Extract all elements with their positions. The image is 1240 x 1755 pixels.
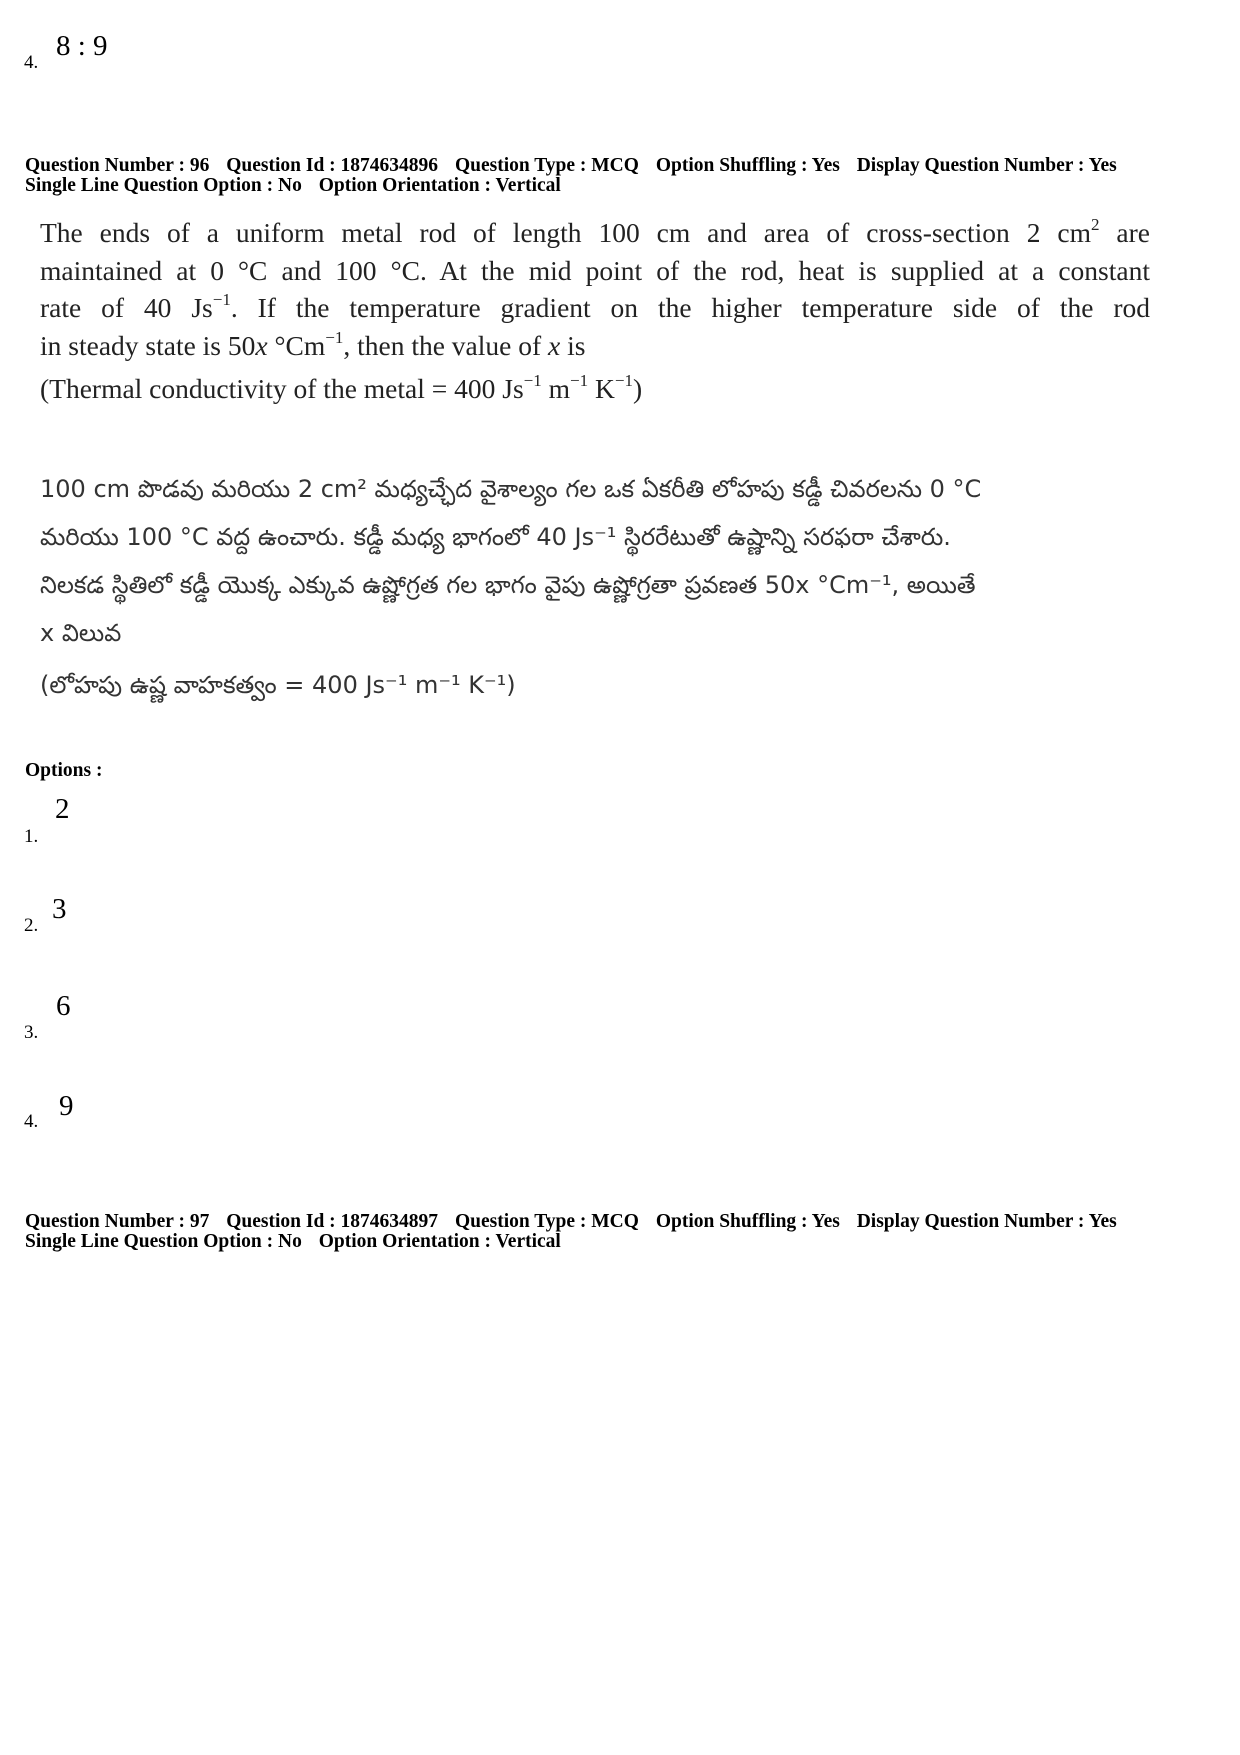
q96-en-line5: (Thermal conductivity of the metal = 400 $Js^{-1}$ $m^{-1}$ $K^{-1}$) [40,371,643,404]
q97-single-line-option: Single Line Question Option : No [25,1231,302,1252]
q96-option-1-value[interactable]: 2 [55,793,70,825]
q96-en-line1: The ends of a uniform metal rod of length 100 cm and area of cross-section 2 $cm^2$ are [40,215,1150,248]
q97-option-shuffling: Option Shuffling : Yes [655,1211,840,1232]
q96-options-label: Options : [25,760,103,781]
q97-meta-line2 [25,1232,1225,1252]
q96-option-4-number: 4. [24,1111,39,1132]
q96-display-question-number: Display Question Number : Yes [856,155,1117,176]
q96-te-line3: నిలకడ స్థితిలో కడ్డీ యొక్క ఎక్కువ ఉష్ణోగ్రత గల భాగం వైపు ఉష్ణోగ్రతా ప్రవణత 50x °Cm⁻¹, అయితే [40,571,976,599]
q97-option-orientation: Option Orientation : Vertical [318,1231,561,1252]
q97-meta-line1 [25,1212,1225,1232]
q96-question-telugu [40,465,1150,709]
q96-meta-line2 [25,176,1225,196]
q97-question-id: Question Id : 1874634897 [226,1211,439,1232]
q96-option-4-value[interactable]: 9 [59,1090,74,1122]
q96-en-line2: maintained at 0 °C and 100 °C. At the mid point of the rod, heat is supplied at a constant [40,254,1150,286]
q96-en-line4: in steady state is 50x $^\circ Cm^{-1}$, then the value of x is [40,327,586,361]
q96-en-line3: rate of 40 $Js^{-1}$. If the temperature gradient on the higher temperature side of the rod [40,290,1150,323]
q96-option-shuffling: Option Shuffling : Yes [655,155,840,176]
q97-question-type: Question Type : MCQ [454,1211,639,1232]
q96-question-id: Question Id : 1874634896 [226,155,439,176]
q96-te-line5: (లోహపు ఉష్ణ వాహకత్వం = 400 Js⁻¹ m⁻¹ K⁻¹) [40,671,516,699]
q97-question-number: Question Number : 97 [25,1211,210,1232]
q96-option-3-value[interactable]: 6 [56,990,71,1022]
q96-question-number: Question Number : 96 [25,155,210,176]
q96-single-line-option: Single Line Question Option : No [25,175,302,196]
q97-display-question-number: Display Question Number : Yes [856,1211,1117,1232]
q96-option-3-number: 3. [24,1022,39,1043]
q96-option-2-number: 2. [24,915,39,936]
q96-question-english [40,214,1150,408]
prev-option-4-number: 4. [24,52,39,73]
q96-te-line1: 100 cm పొడవు మరియు 2 cm² మధ్యచ్ఛేద వైశాల్యం గల ఒక ఏకరీతి లోహపు కడ్డీ చివరలను 0 °C [40,475,982,503]
q96-te-line2: మరియు 100 °C వద్ద ఉంచారు. కడ్డీ మధ్య భాగంలో 40 Js⁻¹ స్థిరరేటుతో ఉష్ణాన్ని సరఫరా చేశారు. [40,523,951,551]
q96-option-1-number: 1. [24,826,39,847]
q96-te-line4: x విలువ [40,619,122,647]
q96-option-orientation: Option Orientation : Vertical [318,175,561,196]
q96-meta-line1 [25,156,1225,176]
prev-option-4-value: 8 : 9 [56,30,108,62]
q96-question-type: Question Type : MCQ [454,155,639,176]
q96-option-2-value[interactable]: 3 [52,893,67,925]
